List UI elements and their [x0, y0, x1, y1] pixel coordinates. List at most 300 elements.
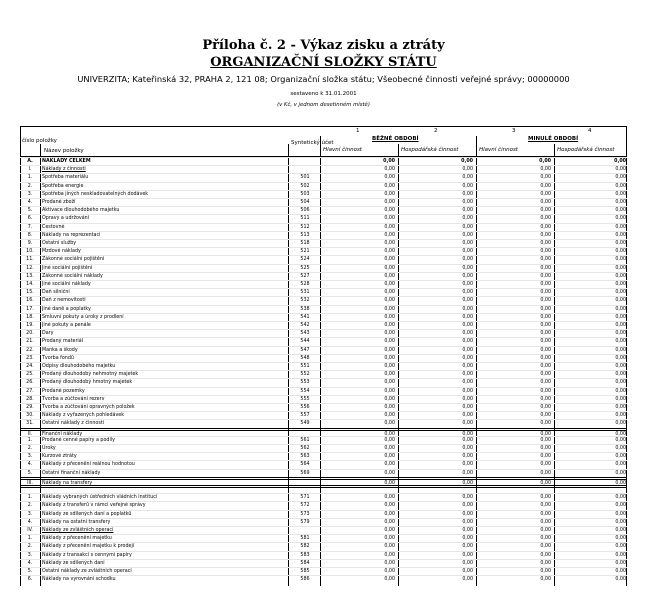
- value-current-main: 0,00: [384, 175, 395, 181]
- value-previous-econ: 0,00: [615, 380, 626, 386]
- row-account: 503: [300, 191, 310, 197]
- value-previous-main: 0,00: [540, 552, 551, 558]
- row-number: 5.: [27, 208, 33, 214]
- value-previous-main: 0,00: [540, 372, 551, 378]
- value-current-main: 0,00: [384, 183, 395, 189]
- row-account: 551: [300, 364, 310, 369]
- row-number: 5.: [27, 569, 33, 574]
- row-number: II.: [27, 431, 33, 437]
- value-current-main: 0,00: [384, 511, 395, 517]
- row-number: 6.: [27, 577, 33, 583]
- value-previous-econ: 0,00: [615, 431, 626, 437]
- value-previous-main: 0,00: [540, 216, 551, 222]
- value-previous-econ: 0,00: [615, 224, 626, 230]
- income-statement-table: [20, 126, 627, 586]
- value-current-econ: 0,00: [462, 380, 473, 386]
- row-name: Náklady ze sdílených daní: [42, 560, 105, 566]
- value-current-econ: 0,00: [462, 560, 473, 566]
- value-current-main: 0,00: [384, 503, 395, 509]
- row-number: 7.: [27, 224, 33, 230]
- row-account: 511: [300, 216, 310, 222]
- value-current-main: 0,00: [384, 331, 395, 337]
- row-name: Spotřeba jiných neskladovatelných dodávek: [42, 191, 149, 197]
- value-previous-econ: 0,00: [615, 462, 626, 468]
- value-current-main: 0,00: [384, 495, 395, 501]
- value-previous-main: 0,00: [540, 480, 551, 486]
- value-current-econ: 0,00: [462, 265, 473, 271]
- row-name: Náklady ze sdílených daní a poplatků: [42, 511, 132, 517]
- value-current-main: 0,00: [384, 257, 395, 263]
- row-number: 1.: [27, 536, 33, 542]
- row-name: Jiné pokuty a penále: [42, 323, 91, 328]
- value-current-econ: 0,00: [462, 446, 473, 451]
- col-group-current: BĚŽNÉ OBDOBÍ: [372, 136, 419, 142]
- row-number: 29.: [26, 405, 34, 410]
- row-account: 564: [300, 462, 310, 468]
- row-name: Prodaný dlouhodobý hmotný majetek: [42, 380, 133, 386]
- table-border-top: [20, 126, 627, 127]
- row-name: Odpisy dlouhodobého majetku: [42, 364, 116, 369]
- value-current-econ: 0,00: [462, 503, 473, 509]
- row-account: 504: [300, 200, 310, 205]
- row-name: Daň silniční: [42, 290, 70, 296]
- value-current-econ: 0,00: [462, 364, 473, 369]
- value-current-econ: 0,00: [462, 421, 473, 427]
- value-previous-econ: 0,00: [615, 355, 626, 361]
- value-current-econ: 0,00: [462, 577, 473, 583]
- col-header-name: Název položky: [44, 148, 84, 154]
- row-number: 25.: [26, 372, 34, 378]
- value-current-econ: 0,00: [462, 183, 473, 189]
- value-previous-main: 0,00: [540, 290, 551, 296]
- value-current-econ: 0,00: [462, 552, 473, 558]
- row-number: 12.: [26, 265, 34, 271]
- value-previous-main: 0,00: [540, 470, 551, 476]
- row-name: Náklady z přecenění majetku k prodeji: [42, 544, 135, 550]
- value-current-main: 0,00: [384, 200, 395, 205]
- row-number: 6.: [27, 216, 33, 222]
- value-previous-econ: 0,00: [615, 437, 626, 443]
- value-previous-econ: 0,00: [615, 265, 626, 271]
- value-current-econ: 0,00: [462, 298, 473, 304]
- value-previous-main: 0,00: [540, 544, 551, 550]
- value-current-econ: 0,00: [462, 413, 473, 419]
- col-index-1: 1: [356, 128, 360, 134]
- row-account: 586: [300, 577, 310, 583]
- value-previous-econ: 0,00: [615, 339, 626, 345]
- row-account: 512: [300, 224, 310, 230]
- row-account: 538: [300, 306, 310, 312]
- value-previous-econ: 0,00: [615, 405, 626, 410]
- value-previous-main: 0,00: [540, 431, 551, 437]
- value-current-main: 0,00: [384, 232, 395, 238]
- row-number: 4.: [27, 462, 33, 468]
- row-name: Cestovné: [42, 224, 65, 230]
- row-account: 548: [300, 355, 310, 361]
- value-previous-main: 0,00: [540, 183, 551, 189]
- row-account: 528: [300, 282, 310, 287]
- value-current-econ: 0,00: [462, 462, 473, 468]
- row-account: 579: [300, 519, 310, 525]
- value-previous-main: 0,00: [540, 249, 551, 255]
- row-name: Zákonné sociální pojištění: [42, 257, 105, 263]
- value-current-main: 0,00: [384, 306, 395, 312]
- value-previous-main: 0,00: [540, 347, 551, 353]
- value-previous-main: 0,00: [540, 380, 551, 386]
- row-account: 554: [300, 388, 310, 394]
- value-previous-main: 0,00: [540, 191, 551, 197]
- organization-line: UNIVERZITA; Kateřinská 32, PRAHA 2, 121 08; Organizační složka státu; Všeobecné činnosti veřejné správy; 00000000: [77, 74, 570, 84]
- row-number: 10.: [26, 249, 34, 255]
- value-current-econ: 0,00: [462, 519, 473, 525]
- value-previous-main: 0,00: [540, 454, 551, 460]
- value-previous-main: 0,00: [540, 569, 551, 574]
- row-number: 11.: [26, 257, 34, 263]
- col-header-econ-current: Hospodářská činnost: [401, 147, 459, 153]
- value-previous-main: 0,00: [540, 224, 551, 230]
- value-previous-main: 0,00: [539, 159, 551, 164]
- row-number: 15.: [26, 290, 34, 296]
- row-number: 20.: [26, 331, 34, 337]
- value-current-econ: 0,00: [462, 216, 473, 222]
- value-current-econ: 0,00: [462, 495, 473, 501]
- value-previous-econ: 0,00: [615, 273, 626, 279]
- value-previous-econ: 0,00: [615, 314, 626, 320]
- row-number: 2.: [27, 544, 33, 550]
- value-current-econ: 0,00: [462, 175, 473, 181]
- value-current-main: 0,00: [384, 364, 395, 369]
- value-current-econ: 0,00: [462, 224, 473, 230]
- value-current-main: 0,00: [384, 396, 395, 402]
- value-previous-main: 0,00: [540, 339, 551, 345]
- report-title: Příloha č. 2 - Výkaz zisku a ztráty: [202, 38, 445, 53]
- value-previous-main: 0,00: [540, 462, 551, 468]
- row-account: 506: [300, 208, 310, 214]
- row-account: 527: [300, 273, 310, 279]
- value-previous-main: 0,00: [540, 175, 551, 181]
- row-number: I.: [28, 167, 32, 173]
- value-previous-main: 0,00: [540, 421, 551, 427]
- value-current-main: 0,00: [384, 355, 395, 361]
- value-previous-main: 0,00: [540, 519, 551, 525]
- value-previous-main: 0,00: [540, 413, 551, 419]
- value-current-econ: 0,00: [462, 339, 473, 345]
- value-current-econ: 0,00: [462, 323, 473, 328]
- row-account: 584: [300, 560, 310, 566]
- value-current-main: 0,00: [384, 405, 395, 410]
- value-previous-main: 0,00: [540, 314, 551, 320]
- value-previous-main: 0,00: [540, 577, 551, 583]
- col-header-main-previous: Hlavní činnost: [479, 147, 518, 153]
- value-previous-econ: 0,00: [615, 208, 626, 214]
- value-previous-econ: 0,00: [615, 298, 626, 304]
- value-previous-main: 0,00: [540, 167, 551, 173]
- report-units: (v Kč, v jednom desetinném místě): [277, 102, 370, 108]
- row-name: NÁKLADY CELKEM: [42, 159, 91, 164]
- value-current-main: 0,00: [384, 241, 395, 246]
- row-number: A.: [27, 159, 33, 164]
- value-previous-main: 0,00: [540, 495, 551, 501]
- row-name: Aktivace dlouhodobého majetku: [42, 208, 120, 214]
- row-number: 17.: [26, 306, 34, 312]
- row-name: Jiné sociální pojištění: [42, 265, 93, 271]
- value-previous-econ: 0,00: [615, 544, 626, 550]
- row-number: 3.: [27, 511, 33, 517]
- value-current-econ: 0,00: [462, 306, 473, 312]
- row-account: 501: [300, 175, 310, 181]
- row-account: 563: [300, 454, 310, 460]
- row-number: 2.: [27, 446, 33, 451]
- row-number: 2.: [27, 503, 33, 509]
- value-current-main: 0,00: [384, 431, 395, 437]
- row-account: 553: [300, 380, 310, 386]
- row-number: IV.: [27, 528, 33, 533]
- row-account: 552: [300, 372, 310, 378]
- value-previous-main: 0,00: [540, 405, 551, 410]
- value-current-main: 0,00: [384, 347, 395, 353]
- value-current-econ: 0,00: [462, 480, 473, 486]
- row-name: Náklady z činnosti: [42, 167, 86, 173]
- row-number: 24.: [26, 364, 34, 369]
- value-previous-main: 0,00: [540, 273, 551, 279]
- value-previous-econ: 0,00: [615, 388, 626, 394]
- col-header-acct: Syntetický účet: [291, 140, 334, 146]
- value-current-main: 0,00: [384, 480, 395, 486]
- value-previous-main: 0,00: [540, 536, 551, 542]
- row-number: 26.: [26, 380, 34, 386]
- row-number: 16.: [26, 298, 34, 304]
- value-current-main: 0,00: [384, 470, 395, 476]
- value-current-main: 0,00: [384, 446, 395, 451]
- row-number: 4.: [27, 200, 33, 205]
- value-current-main: 0,00: [384, 216, 395, 222]
- row-account: 549: [300, 421, 310, 427]
- value-previous-econ: 0,00: [615, 480, 626, 486]
- row-account: 524: [300, 257, 310, 263]
- row-name: Náklady na transfery: [42, 480, 93, 486]
- value-current-econ: 0,00: [462, 200, 473, 205]
- value-current-main: 0,00: [384, 413, 395, 419]
- value-previous-main: 0,00: [540, 241, 551, 246]
- value-previous-econ: 0,00: [615, 577, 626, 583]
- row-account: 581: [300, 536, 310, 542]
- value-current-main: 0,00: [384, 249, 395, 255]
- value-current-econ: 0,00: [462, 191, 473, 197]
- row-account: 571: [300, 495, 310, 501]
- value-previous-econ: 0,00: [615, 421, 626, 427]
- value-previous-econ: 0,00: [615, 306, 626, 312]
- row-account: 525: [300, 265, 310, 271]
- value-previous-econ: 0,00: [615, 446, 626, 451]
- value-current-econ: 0,00: [462, 355, 473, 361]
- value-current-econ: 0,00: [462, 232, 473, 238]
- value-previous-main: 0,00: [540, 388, 551, 394]
- row-name: Náklady z transferů v rámci veřejné správy: [42, 503, 146, 509]
- value-previous-main: 0,00: [540, 200, 551, 205]
- value-previous-econ: 0,00: [615, 200, 626, 205]
- value-previous-econ: 0,00: [615, 396, 626, 402]
- row-account: 547: [300, 347, 310, 353]
- value-current-main: 0,00: [384, 380, 395, 386]
- row-account: 573: [300, 511, 310, 517]
- value-previous-econ: 0,00: [615, 519, 626, 525]
- value-current-main: 0,00: [384, 167, 395, 173]
- row-name: Náklady na reprezentaci: [42, 232, 101, 238]
- value-current-main: 0,00: [384, 208, 395, 214]
- value-current-main: 0,00: [384, 314, 395, 320]
- col-header-num: číslo položky: [22, 138, 57, 144]
- row-name: Prodaný materiál: [42, 339, 84, 345]
- row-account: 569: [300, 470, 310, 476]
- value-previous-econ: 0,00: [615, 347, 626, 353]
- value-current-econ: 0,00: [462, 331, 473, 337]
- value-previous-econ: 0,00: [614, 159, 626, 164]
- col-index-4: 4: [588, 128, 592, 134]
- value-current-main: 0,00: [384, 339, 395, 345]
- row-name: Jiné sociální náklady: [42, 282, 91, 287]
- row-number: 2.: [27, 183, 33, 189]
- row-number: 22.: [26, 347, 34, 353]
- value-current-econ: 0,00: [462, 208, 473, 214]
- value-current-main: 0,00: [384, 265, 395, 271]
- row-number: 8.: [27, 232, 33, 238]
- value-current-main: 0,00: [384, 224, 395, 230]
- row-number: 5.: [27, 470, 33, 476]
- value-previous-main: 0,00: [540, 560, 551, 566]
- row-account: 556: [300, 405, 310, 410]
- value-previous-main: 0,00: [540, 528, 551, 533]
- value-current-main: 0,00: [384, 528, 395, 533]
- value-current-main: 0,00: [384, 519, 395, 525]
- row-account: 513: [300, 232, 310, 238]
- col-index-3: 3: [512, 128, 516, 134]
- row-account: 572: [300, 503, 310, 509]
- row-number: 1.: [27, 437, 33, 443]
- value-previous-econ: 0,00: [615, 232, 626, 238]
- value-previous-main: 0,00: [540, 282, 551, 287]
- value-current-econ: 0,00: [462, 388, 473, 394]
- value-previous-main: 0,00: [540, 331, 551, 337]
- value-current-econ: 0,00: [462, 273, 473, 279]
- value-previous-econ: 0,00: [615, 503, 626, 509]
- row-name: Náklady ze zvláštních operací: [42, 528, 114, 533]
- row-number: 1.: [27, 175, 33, 181]
- value-current-econ: 0,00: [462, 437, 473, 443]
- row-name: Ostatní náklady ze zvláštních operací: [42, 569, 132, 574]
- row-name: Prodané pozemky: [42, 388, 85, 394]
- row-name: Ostatní finanční náklady: [42, 470, 101, 476]
- value-previous-main: 0,00: [540, 232, 551, 238]
- value-current-main: 0,00: [384, 298, 395, 304]
- value-previous-econ: 0,00: [615, 290, 626, 296]
- value-previous-main: 0,00: [540, 257, 551, 263]
- row-name: Náklady z přecenění reálnou hodnotou: [42, 462, 135, 468]
- value-current-main: 0,00: [384, 323, 395, 328]
- row-name: Tvorba a zúčtování opravných položek: [42, 405, 135, 410]
- row-number: 9.: [27, 241, 33, 246]
- row-number: 3.: [27, 454, 33, 460]
- row-name: Tvorba a zúčtování rezerv: [42, 396, 105, 402]
- value-current-main: 0,00: [384, 544, 395, 550]
- row-number: III.: [27, 480, 33, 486]
- row-number: 28.: [26, 396, 34, 402]
- value-current-econ: 0,00: [462, 290, 473, 296]
- row-account: 543: [300, 331, 310, 337]
- value-current-econ: 0,00: [462, 241, 473, 246]
- value-current-main: 0,00: [384, 372, 395, 378]
- row-number: 13.: [26, 273, 34, 279]
- value-current-econ: 0,00: [462, 249, 473, 255]
- row-name: Smluvní pokuty a úroky z prodlení: [42, 314, 124, 320]
- value-previous-main: 0,00: [540, 511, 551, 517]
- value-previous-main: 0,00: [540, 323, 551, 328]
- value-current-main: 0,00: [383, 159, 395, 164]
- value-current-main: 0,00: [384, 560, 395, 566]
- value-previous-econ: 0,00: [615, 241, 626, 246]
- value-previous-main: 0,00: [540, 396, 551, 402]
- row-name: Spotřeba materiálu: [42, 175, 89, 181]
- value-current-main: 0,00: [384, 552, 395, 558]
- value-previous-econ: 0,00: [615, 282, 626, 287]
- value-current-econ: 0,00: [462, 347, 473, 353]
- value-current-main: 0,00: [384, 388, 395, 394]
- value-current-econ: 0,00: [462, 431, 473, 437]
- row-number: 31.: [26, 421, 34, 427]
- row-account: 557: [300, 413, 310, 419]
- value-previous-main: 0,00: [540, 208, 551, 214]
- row-name: Ostatní služby: [42, 241, 77, 246]
- row-name: Prodaný dlouhodobý nehmotný majetek: [42, 372, 139, 378]
- value-current-econ: 0,00: [462, 569, 473, 574]
- row-number: 4.: [27, 519, 33, 525]
- row-account: 518: [300, 241, 310, 246]
- value-previous-main: 0,00: [540, 298, 551, 304]
- value-current-main: 0,00: [384, 191, 395, 197]
- row-number: 21.: [26, 339, 34, 345]
- row-number: 23.: [26, 355, 34, 361]
- value-previous-econ: 0,00: [615, 216, 626, 222]
- row-account: 544: [300, 339, 310, 345]
- row-number: 19.: [26, 323, 34, 328]
- row-account: 531: [300, 290, 310, 296]
- value-previous-main: 0,00: [540, 265, 551, 271]
- value-current-main: 0,00: [384, 290, 395, 296]
- col-group-previous: MINULÉ OBDOBÍ: [528, 136, 579, 142]
- value-previous-econ: 0,00: [615, 257, 626, 263]
- value-current-main: 0,00: [384, 462, 395, 468]
- value-previous-econ: 0,00: [615, 569, 626, 574]
- value-current-main: 0,00: [384, 536, 395, 542]
- row-number: 3.: [27, 552, 33, 558]
- row-name: Zákonné sociální náklady: [42, 273, 103, 279]
- row-name: Náklady z vyřazených pohledávek: [42, 413, 125, 419]
- value-previous-econ: 0,00: [615, 249, 626, 255]
- value-previous-econ: 0,00: [615, 413, 626, 419]
- value-previous-main: 0,00: [540, 364, 551, 369]
- row-account: 585: [300, 569, 310, 574]
- value-current-main: 0,00: [384, 437, 395, 443]
- value-current-econ: 0,00: [462, 544, 473, 550]
- value-current-econ: 0,00: [462, 314, 473, 320]
- value-current-econ: 0,00: [462, 511, 473, 517]
- value-current-main: 0,00: [384, 273, 395, 279]
- row-name: Náklady vybraných ústředních vládních institucí: [42, 495, 158, 501]
- row-account: 555: [300, 396, 310, 402]
- row-name: Ostatní náklady z činnosti: [42, 421, 105, 427]
- row-name: Náklady na ostatní transfery: [42, 519, 111, 525]
- row-number: 14.: [26, 282, 34, 287]
- col-header-econ-previous: Hospodářská činnost: [557, 147, 615, 153]
